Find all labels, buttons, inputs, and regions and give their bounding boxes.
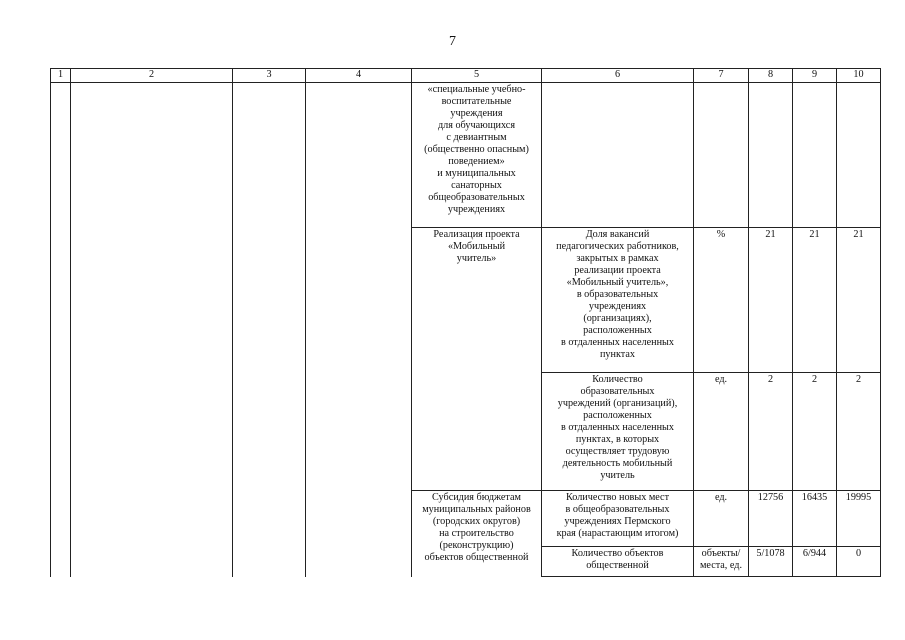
value-cell: 21 <box>793 228 837 373</box>
unit-cell: ед. <box>694 373 749 491</box>
header-col-10: 10 <box>837 69 881 83</box>
cell-col-3 <box>233 83 306 577</box>
event-description-cell: Реализация проекта «Мобильный учитель» <box>412 228 542 491</box>
indicator-name-cell: Доля вакансий педагогических работников, закрытых в рамках реализации проекта «Мобильный учитель», в образовательных учреждениях (организациях), расположенных в отдаленных населенных пунктах <box>542 228 694 373</box>
unit-cell: ед. <box>694 491 749 547</box>
header-col-2: 2 <box>71 69 233 83</box>
header-col-7: 7 <box>694 69 749 83</box>
value-cell: 21 <box>837 228 881 373</box>
value-cell: 5/1078 <box>749 547 793 577</box>
value-cell <box>837 83 881 228</box>
value-cell: 2 <box>837 373 881 491</box>
value-cell <box>793 83 837 228</box>
value-cell <box>749 83 793 228</box>
header-col-5: 5 <box>412 69 542 83</box>
value-cell: 21 <box>749 228 793 373</box>
indicator-name-cell <box>542 83 694 228</box>
header-col-9: 9 <box>793 69 837 83</box>
page-number: 7 <box>449 34 456 49</box>
unit-cell: % <box>694 228 749 373</box>
indicator-name-cell: Количество объектов общественной <box>542 547 694 577</box>
header-col-6: 6 <box>542 69 694 83</box>
value-cell: 19995 <box>837 491 881 547</box>
cell-col-1 <box>51 83 71 577</box>
value-cell: 6/944 <box>793 547 837 577</box>
column-numbers-row <box>51 69 881 83</box>
cell-col-2 <box>71 83 233 577</box>
value-cell: 2 <box>793 373 837 491</box>
value-cell: 2 <box>749 373 793 491</box>
value-cell: 12756 <box>749 491 793 547</box>
indicator-name-cell: Количество новых мест в общеобразовательных учреждениях Пермского края (нарастающим итогом) <box>542 491 694 547</box>
header-col-3: 3 <box>233 69 306 83</box>
event-description-cell: Субсидия бюджетам муниципальных районов (городских округов) на строительство (реконструкцию) объектов общественной <box>412 491 542 577</box>
indicator-name-cell: Количество образовательных учреждений (организаций), расположенных в отдаленных населенных пунктах, в которых осуществляет трудовую деятельность мобильный учитель <box>542 373 694 491</box>
value-cell: 0 <box>837 547 881 577</box>
header-col-4: 4 <box>306 69 412 83</box>
unit-cell <box>694 83 749 228</box>
cell-col-4 <box>306 83 412 577</box>
header-col-1: 1 <box>51 69 71 83</box>
value-cell: 16435 <box>793 491 837 547</box>
table-row <box>51 83 881 228</box>
header-col-8: 8 <box>749 69 793 83</box>
unit-cell: объекты/ места, ед. <box>694 547 749 577</box>
program-indicators-table <box>50 68 881 577</box>
event-description-cell: «специальные учебно- воспитательные учреждения для обучающихся с девиантным (общественно опасным) поведением» и муниципальных санаторных общеобразовательных учреждениях <box>412 83 542 228</box>
